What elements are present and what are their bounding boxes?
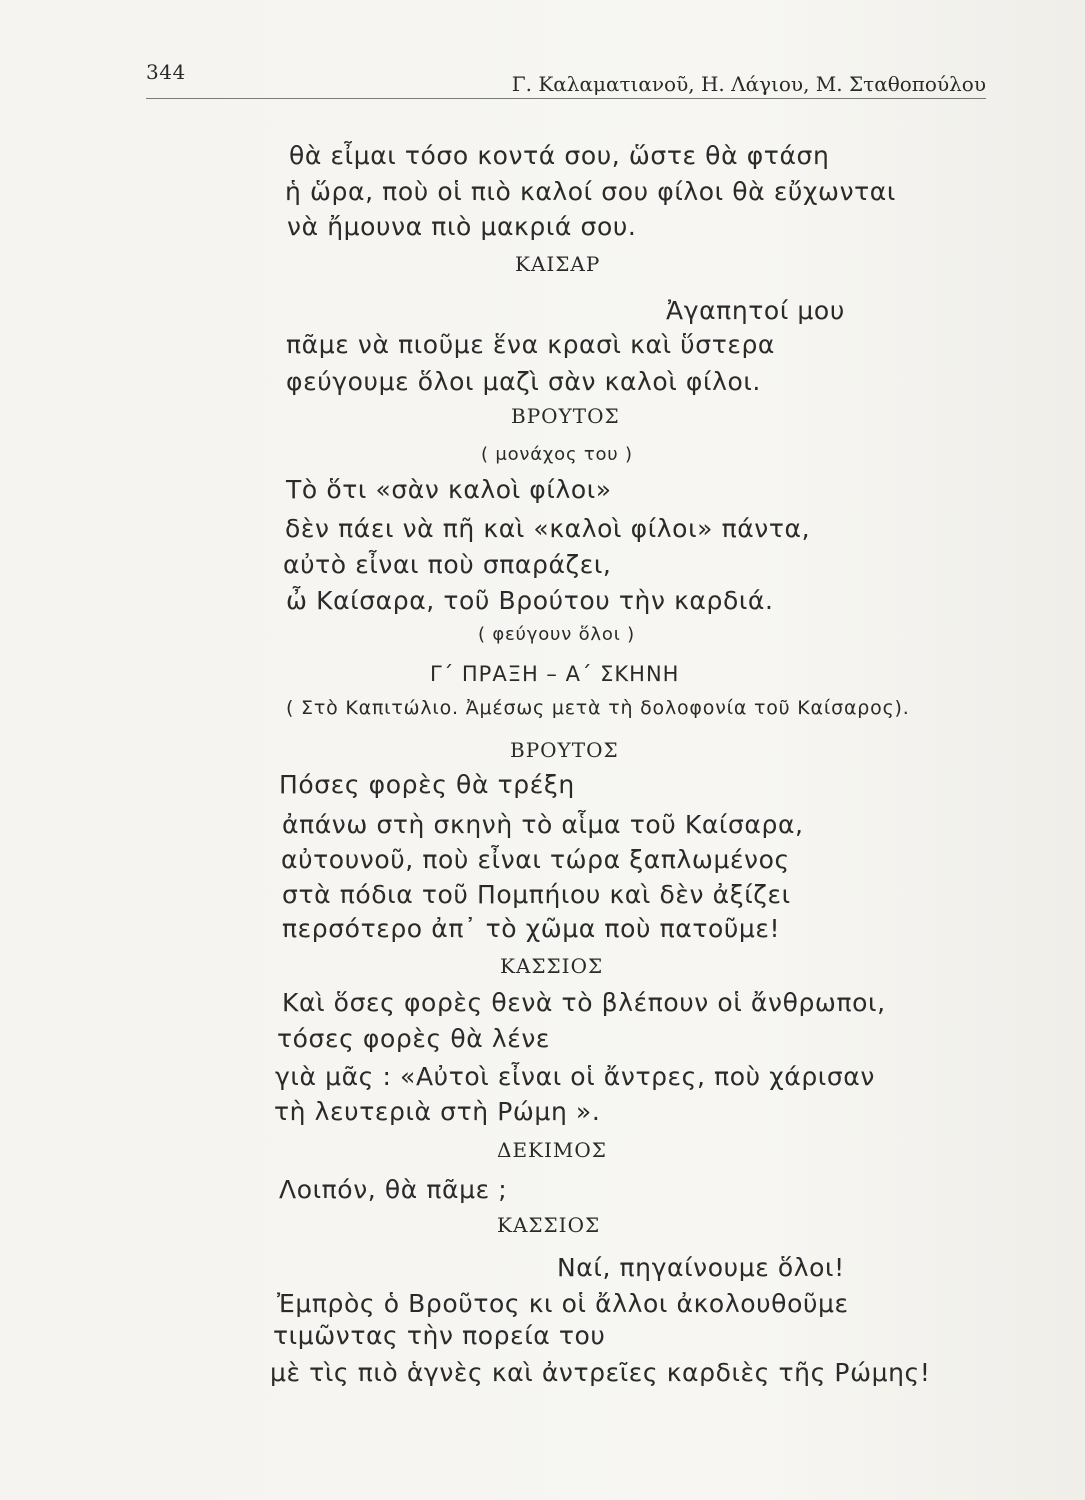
- header-rule: [146, 98, 986, 99]
- speaker-name: ΚΑΙΣΑΡ: [515, 252, 601, 276]
- page-number: 344: [146, 60, 186, 84]
- verse-line: Ναί, πηγαίνουμε ὅλοι!: [557, 1253, 845, 1282]
- act-scene-heading: Γ΄ ΠΡΑΞΗ – Α΄ ΣΚΗΝΗ: [430, 662, 680, 686]
- verse-line: τόσες φορὲς θὰ λένε: [277, 1024, 551, 1053]
- stage-direction: ( Στὸ Καπιτώλιο. Ἀμέσως μετὰ τὴ δολοφονία τοῦ Καίσαρος).: [286, 697, 910, 719]
- speaker-name: ΚΑΣΣΙΟΣ: [500, 954, 604, 978]
- verse-line: αὐτὸ εἶναι ποὺ σπαράζει,: [283, 550, 612, 579]
- verse-line: ὦ Καίσαρα, τοῦ Βρούτου τὴν καρδιά.: [286, 586, 774, 615]
- stage-direction: ( φεύγουν ὅλοι ): [478, 624, 635, 645]
- verse-line: δὲν πάει νὰ πῆ καὶ «καλοὶ φίλοι» πάντα,: [285, 514, 811, 543]
- verse-line: Καὶ ὅσες φορὲς θενὰ τὸ βλέπουν οἱ ἄνθρωποι,: [282, 988, 886, 1017]
- verse-line: νὰ ἤμουνα πιὸ μακριά σου.: [287, 212, 637, 241]
- speaker-name: ΚΑΣΣΙΟΣ: [497, 1213, 601, 1237]
- verse-line: στὰ πόδια τοῦ Πομπήιου καὶ δὲν ἀξίζει: [282, 880, 791, 909]
- speaker-name: ΒΡΟΥΤΟΣ: [511, 404, 620, 428]
- verse-line: Λοιπόν, θὰ πᾶμε ;: [279, 1175, 508, 1204]
- verse-line: γιὰ μᾶς : «Αὐτοὶ εἶναι οἱ ἄντρες, ποὺ χάρισαν: [275, 1062, 875, 1091]
- stage-direction: ( μονάχος του ): [481, 444, 633, 465]
- verse-line: αὐτουνοῦ, ποὺ εἶναι τώρα ξαπλωμένος: [281, 845, 790, 874]
- page-header: [146, 60, 986, 100]
- verse-line: μὲ τὶς πιὸ ἁγνὲς καὶ ἀντρεῖες καρδιὲς τῆς Ρώμης!: [270, 1358, 931, 1387]
- verse-line: τὴ λευτεριὰ στὴ Ρώμη ».: [274, 1097, 601, 1126]
- verse-line: τιμῶντας τὴν πορεία του: [273, 1321, 606, 1350]
- speaker-name: ΔΕΚΙΜΟΣ: [497, 1138, 607, 1162]
- verse-line: ἀπάνω στὴ σκηνὴ τὸ αἷμα τοῦ Καίσαρα,: [282, 810, 804, 839]
- verse-line: θὰ εἶμαι τόσο κοντά σου, ὥστε θὰ φτάση: [289, 141, 830, 170]
- verse-line: πᾶμε νὰ πιοῦμε ἕνα κρασὶ καὶ ὕστερα: [286, 330, 776, 359]
- verse-line: Τὸ ὅτι «σὰν καλοὶ φίλοι»: [286, 475, 612, 504]
- running-head: Γ. Καλαματιανοῦ, Η. Λάγιου, Μ. Σταθοπούλου: [511, 72, 986, 96]
- verse-line: φεύγουμε ὅλοι μαζὶ σὰν καλοὶ φίλοι.: [286, 367, 761, 396]
- verse-line: περσότερο ἀπ᾽ τὸ χῶμα ποὺ πατοῦμε!: [282, 914, 781, 943]
- verse-line: Ἐμπρὸς ὁ Βροῦτος κι οἱ ἄλλοι ἀκολουθοῦμε: [277, 1289, 849, 1318]
- verse-line: ἡ ὥρα, ποὺ οἱ πιὸ καλοί σου φίλοι θὰ εὔχωνται: [285, 177, 896, 206]
- verse-line: Ἀγαπητοί μου: [666, 296, 845, 325]
- verse-line: Πόσες φορὲς θὰ τρέξη: [279, 770, 575, 799]
- speaker-name: ΒΡΟΥΤΟΣ: [510, 738, 619, 762]
